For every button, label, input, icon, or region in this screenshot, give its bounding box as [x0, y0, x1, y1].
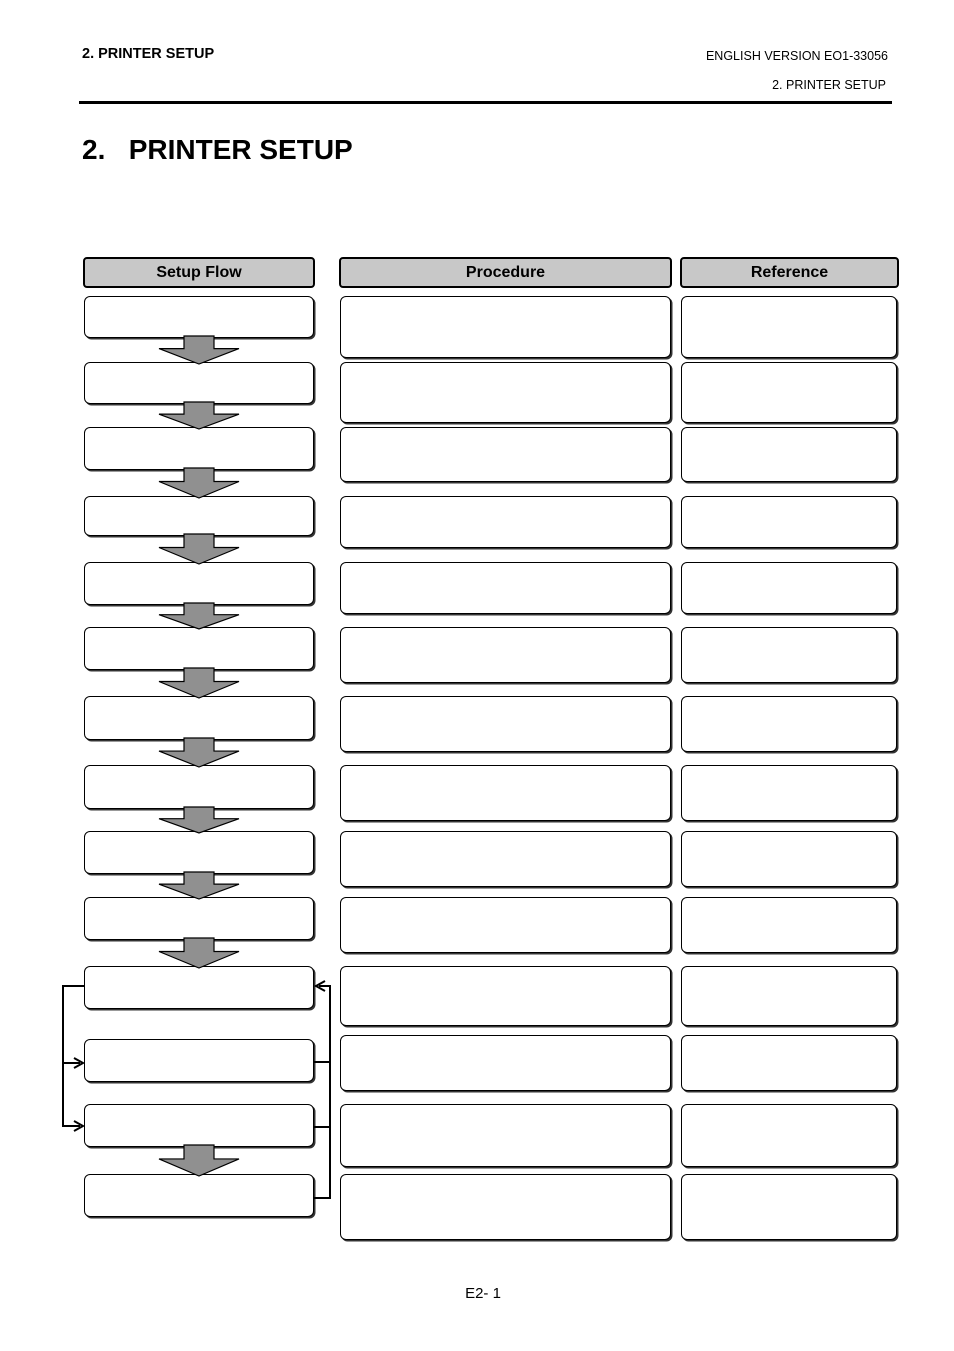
down-arrow-icon — [159, 938, 239, 968]
down-arrow-icon — [159, 1145, 239, 1176]
page-number: E2- 1 — [465, 1285, 501, 1302]
down-arrow-icon — [159, 336, 239, 364]
column-header-reference: Reference — [680, 257, 899, 288]
loop-left-line — [63, 986, 84, 1126]
loop-arrowheads — [74, 981, 325, 1131]
down-arrow-icon — [159, 468, 239, 498]
down-arrow-icon — [159, 738, 239, 767]
down-arrow-icon — [159, 668, 239, 698]
loop-right-line — [314, 986, 330, 1198]
down-arrow-icon — [159, 807, 239, 833]
header-section-right-label: 2. PRINTER SETUP — [772, 78, 886, 92]
down-arrow-icon — [159, 872, 239, 899]
column-header-procedure: Procedure — [339, 257, 672, 288]
column-header-setup-flow: Setup Flow — [83, 257, 315, 288]
down-arrow-icon — [159, 603, 239, 629]
header-version-label: ENGLISH VERSION EO1-33056 — [705, 49, 888, 63]
page-title: 2. PRINTER SETUP — [82, 134, 353, 165]
down-arrow-group — [159, 336, 239, 1176]
header-section-label: 2. PRINTER SETUP — [82, 46, 215, 62]
down-arrow-icon — [159, 402, 239, 429]
down-arrow-icon — [159, 534, 239, 564]
